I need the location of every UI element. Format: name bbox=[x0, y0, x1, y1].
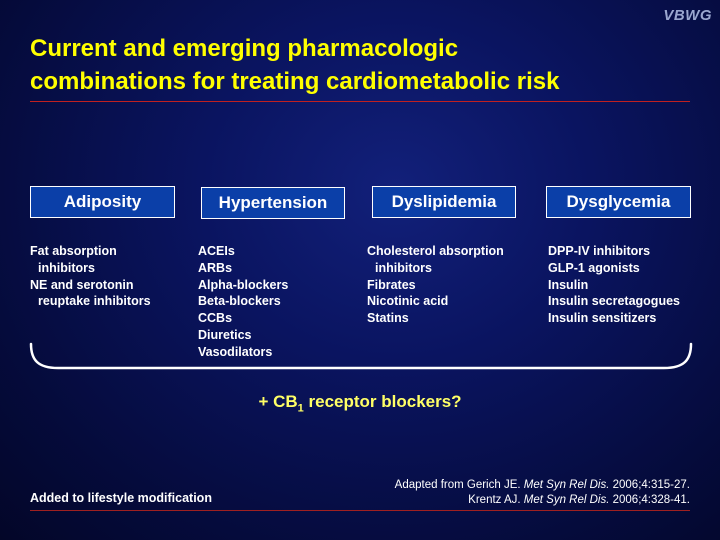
ref-1-authors: Adapted from Gerich JE. bbox=[394, 479, 524, 491]
category-box-dysglycemia: Dysglycemia bbox=[546, 186, 691, 218]
drug-item: Insulin bbox=[548, 277, 589, 292]
ref-1-journal: Met Syn Rel Dis. bbox=[523, 479, 610, 491]
title-line-2: combinations for treating cardiometabolic risk bbox=[30, 68, 560, 95]
category-box-adiposity: Adiposity bbox=[30, 186, 175, 218]
drug-item: Insulin secretagogues bbox=[548, 294, 680, 309]
title-divider bbox=[30, 101, 690, 102]
drug-item: ARBs bbox=[198, 260, 233, 275]
references bbox=[395, 478, 690, 508]
reference-1 bbox=[395, 478, 690, 493]
ref-2-citation: 2006;4:328-41. bbox=[609, 494, 690, 506]
drug-item: Nicotinic acid bbox=[367, 294, 449, 309]
title-line-1: Current and emerging pharmacologic bbox=[30, 35, 459, 62]
slide-title bbox=[30, 32, 690, 98]
cb1-prefix: + CB bbox=[258, 392, 298, 411]
drug-item: CCBs bbox=[198, 311, 233, 326]
drug-list-dyslipidemia bbox=[367, 243, 504, 327]
drug-item: Statins bbox=[367, 311, 409, 326]
ref-2-journal: Met Syn Rel Dis. bbox=[523, 494, 610, 506]
drug-item: Alpha-blockers bbox=[198, 277, 289, 292]
grouping-brace bbox=[28, 340, 694, 374]
drug-item: Beta-blockers bbox=[198, 294, 281, 309]
drug-item: GLP-1 agonists bbox=[548, 260, 640, 275]
footer-divider bbox=[30, 510, 690, 511]
vbwg-logo: VBWG bbox=[663, 7, 712, 24]
ref-2-authors: Krentz AJ. bbox=[468, 494, 524, 506]
drug-item: NE and serotonin bbox=[30, 277, 134, 292]
drug-item: Fat absorption bbox=[30, 244, 117, 258]
cb1-subscript: 1 bbox=[297, 402, 304, 415]
drug-item: inhibitors bbox=[38, 260, 95, 275]
category-box-hypertension: Hypertension bbox=[201, 187, 345, 219]
drug-item: ACEIs bbox=[198, 244, 235, 258]
lifestyle-note: Added to lifestyle modification bbox=[30, 491, 212, 505]
drug-list-adiposity bbox=[30, 243, 151, 310]
drug-item: Cholesterol absorption bbox=[367, 244, 504, 258]
cb1-suffix: receptor blockers? bbox=[303, 392, 462, 411]
drug-item: Insulin sensitizers bbox=[548, 311, 657, 326]
drug-item: reuptake inhibitors bbox=[38, 294, 151, 309]
drug-item: inhibitors bbox=[375, 260, 432, 275]
drug-item: Diuretics bbox=[198, 327, 252, 342]
cb1-receptor-blockers-note bbox=[0, 392, 720, 414]
drug-item: Vasodilators bbox=[198, 344, 273, 359]
drug-item: DPP-IV inhibitors bbox=[548, 244, 651, 258]
ref-1-citation: 2006;4:315-27. bbox=[609, 479, 690, 491]
category-box-dyslipidemia: Dyslipidemia bbox=[372, 186, 516, 218]
drug-list-dysglycemia bbox=[548, 243, 680, 327]
reference-2 bbox=[395, 493, 690, 508]
drug-item: Fibrates bbox=[367, 277, 416, 292]
